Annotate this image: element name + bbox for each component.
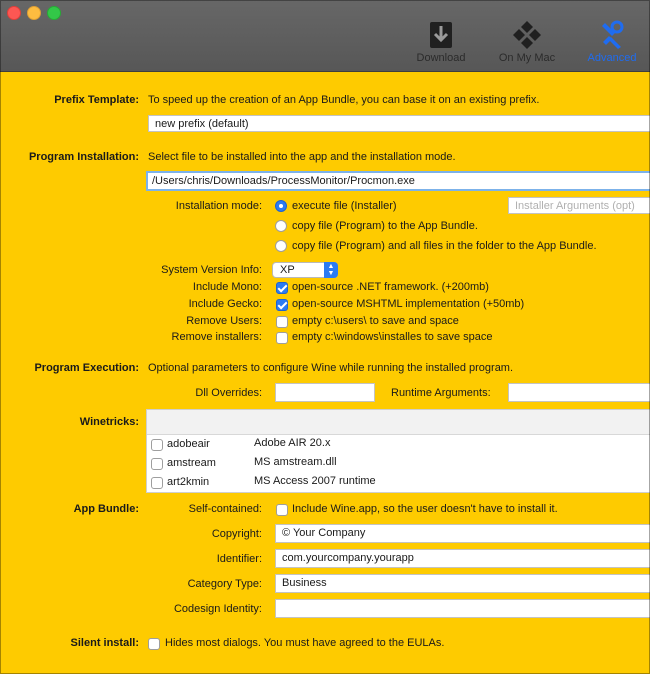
- system-version-label: System Version Info:: [161, 264, 262, 276]
- winetrick-checkbox[interactable]: [151, 439, 163, 451]
- self-contained-text: Include Wine.app, so the user doesn't have to install it.: [292, 503, 558, 515]
- remove-installers-label: Remove installers:: [171, 331, 262, 343]
- on-my-mac-tab-label: On My Mac: [498, 52, 556, 64]
- self-contained-label: Self-contained:: [188, 503, 262, 515]
- remove-installers-checkbox[interactable]: [276, 332, 288, 344]
- on-my-mac-tab[interactable]: [491, 20, 563, 66]
- winetrick-description: Adobe AIR 20.x: [254, 437, 331, 449]
- prefix-template-label: Prefix Template:: [54, 94, 139, 106]
- mode-copy-folder-radio[interactable]: [275, 240, 287, 252]
- mode-copy-file-radio[interactable]: [275, 220, 287, 232]
- self-contained-checkbox[interactable]: [276, 504, 288, 516]
- remove-users-label: Remove Users:: [186, 315, 262, 327]
- mode-copy-file-label: copy file (Program) to the App Bundle.: [292, 220, 478, 232]
- include-mono-text: open-source .NET framework. (+200mb): [292, 281, 489, 293]
- winetrick-name: adobeair: [167, 438, 210, 450]
- winetrick-description: MS amstream.dll: [254, 456, 337, 468]
- identifier-label: Identifier:: [216, 553, 262, 565]
- winetricks-table[interactable]: [146, 409, 650, 493]
- include-gecko-label: Include Gecko:: [188, 298, 262, 310]
- zoom-window-button[interactable]: [47, 6, 61, 20]
- table-row[interactable]: [147, 473, 650, 492]
- mode-execute-label: execute file (Installer): [292, 200, 397, 212]
- table-row[interactable]: [147, 454, 650, 473]
- codesign-identity-label: Codesign Identity:: [173, 603, 262, 615]
- include-gecko-text: open-source MSHTML implementation (+50mb): [292, 298, 525, 310]
- mode-copy-folder-label: copy file (Program) and all files in the folder to the App Bundle.: [292, 240, 597, 252]
- codesign-identity-input[interactable]: [275, 599, 650, 618]
- copyright-input[interactable]: © Your Company: [275, 524, 650, 543]
- diamond-grid-icon: [511, 20, 543, 50]
- prefix-template-select[interactable]: new prefix (default): [148, 115, 650, 132]
- advanced-tools-icon: [596, 20, 628, 50]
- category-type-select[interactable]: Business: [275, 574, 650, 593]
- runtime-arguments-input[interactable]: [508, 383, 650, 402]
- winetrick-name: art2kmin: [167, 476, 210, 488]
- download-tab[interactable]: [405, 20, 477, 66]
- system-version-value: XP: [280, 264, 295, 276]
- program-installation-description: Select file to be installed into the app and the installation mode.: [148, 151, 456, 163]
- program-execution-description: Optional parameters to configure Wine while running the installed program.: [148, 362, 514, 374]
- minimize-window-button[interactable]: [27, 6, 41, 20]
- winetrick-name: amstream: [167, 457, 216, 469]
- download-icon: [425, 20, 457, 50]
- winetricks-table-header: [147, 410, 650, 435]
- include-mono-checkbox[interactable]: [276, 282, 288, 294]
- silent-install-text: Hides most dialogs. You must have agreed to the EULAs.: [165, 637, 445, 649]
- identifier-input[interactable]: com.yourcompany.yourapp: [275, 549, 650, 568]
- app-bundle-label: App Bundle:: [73, 503, 139, 515]
- program-installation-label: Program Installation:: [28, 151, 139, 163]
- remove-installers-text: empty c:\windows\installes to save space: [292, 331, 493, 343]
- remove-users-text: empty c:\users\ to save and space: [292, 315, 459, 327]
- installer-path-field[interactable]: /Users/chris/Downloads/ProcessMonitor/Procmon.exe: [146, 171, 650, 191]
- include-gecko-checkbox[interactable]: [276, 299, 288, 311]
- system-version-select[interactable]: [272, 262, 338, 278]
- installation-mode-label: Installation mode:: [175, 200, 262, 212]
- winetrick-checkbox[interactable]: [151, 477, 163, 489]
- select-stepper-icon: ▲ ▼: [324, 262, 338, 278]
- advanced-tab[interactable]: [576, 20, 648, 66]
- runtime-arguments-label: Runtime Arguments:: [391, 387, 491, 399]
- table-row[interactable]: [147, 435, 650, 454]
- winetrick-description: MS Access 2007 runtime: [254, 475, 376, 487]
- program-execution-label: Program Execution:: [34, 362, 139, 374]
- mode-execute-radio[interactable]: [275, 200, 287, 212]
- category-type-label: Category Type:: [187, 578, 262, 590]
- dll-overrides-input[interactable]: [275, 383, 375, 402]
- title-bar: [0, 0, 650, 72]
- close-window-button[interactable]: [7, 6, 21, 20]
- silent-install-checkbox[interactable]: [148, 638, 160, 650]
- silent-install-label: Silent install:: [70, 637, 139, 649]
- advanced-tab-label: Advanced: [587, 52, 637, 64]
- include-mono-label: Include Mono:: [192, 281, 262, 293]
- winetrick-checkbox[interactable]: [151, 458, 163, 470]
- dll-overrides-label: Dll Overrides:: [195, 387, 262, 399]
- winetricks-label: Winetricks:: [79, 416, 139, 428]
- prefix-template-description: To speed up the creation of an App Bundle, you can base it on an existing prefix.: [148, 94, 540, 106]
- installer-arguments-input[interactable]: Installer Arguments (opt): [508, 197, 650, 214]
- remove-users-checkbox[interactable]: [276, 316, 288, 328]
- copyright-label: Copyright:: [211, 528, 262, 540]
- download-tab-label: Download: [416, 52, 466, 64]
